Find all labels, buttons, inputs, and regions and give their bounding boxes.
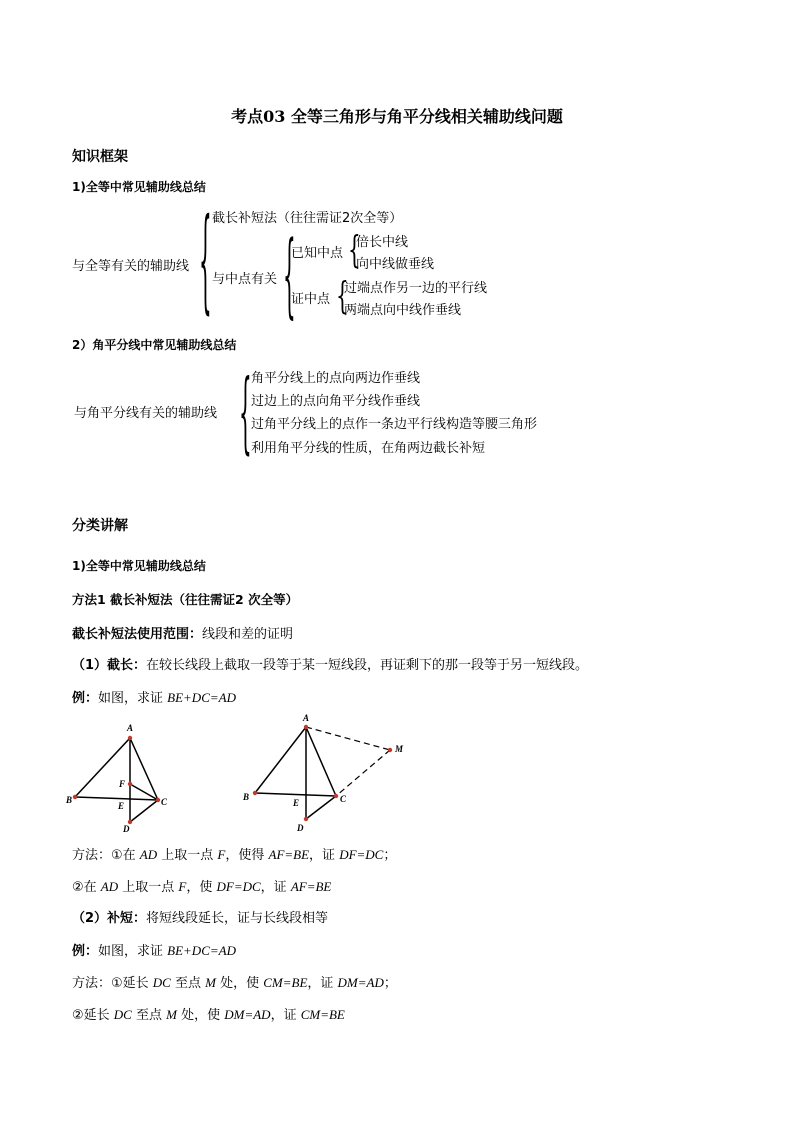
- brace-icon: {: [348, 227, 361, 272]
- section-heading-classify: 分类讲解: [72, 518, 128, 534]
- dashed-cm: [336, 750, 390, 796]
- point-b: [253, 791, 257, 795]
- point-a: [128, 736, 132, 740]
- tree1-known-b: 向中线做垂线: [356, 257, 435, 272]
- cut-line: [72, 654, 588, 673]
- method-line-b: ②在 AD 上取一点 F，使 DF=DC，证 AF=BE: [72, 879, 332, 895]
- range-text: 线段和差的证明: [202, 627, 294, 642]
- brace-icon: {: [199, 191, 212, 327]
- tree2-item-2: 过边上的点向角平分线作垂线: [251, 394, 421, 409]
- label-c: C: [161, 797, 168, 807]
- cut-text: 在较长线段上截取一段等于某一短线段，再证剩下的那一段等于另一短线段。: [146, 658, 589, 673]
- tree1-branch-cut: 截长补短法（往往需证2次全等）: [212, 211, 403, 226]
- method-line-a: 方法：①在 AD 上取一点 F，使得 AF=BE，证 DF=DC；: [72, 847, 397, 863]
- tree2-item-4: 利用角平分线的性质，在角两边截长补短: [251, 441, 486, 456]
- example2-formula: BE+DC=AD: [167, 943, 236, 958]
- segment-bc: [255, 793, 336, 796]
- framework-subheading-1: 1)全等中常见辅助线总结: [72, 180, 206, 194]
- example-text: 如图，求证: [98, 691, 168, 706]
- cut-label: （1）截长：: [72, 658, 147, 673]
- dashed-am: [306, 727, 390, 750]
- label-a: A: [127, 723, 134, 733]
- range-prefix: 截长补短法使用范围：: [72, 627, 203, 642]
- point-a: [304, 725, 308, 729]
- segment-cd: [306, 796, 336, 819]
- point-c: [334, 794, 338, 798]
- example2-label: 例：: [72, 944, 99, 959]
- page-title: 考点03 全等三角形与角平分线相关辅助线问题: [231, 107, 563, 126]
- method-line-d: ②延长 DC 至点 M 处，使 DM=AD，证 CM=BE: [72, 1007, 345, 1023]
- brace-icon: {: [283, 218, 296, 330]
- example-label: 例：: [72, 691, 99, 706]
- label-c: C: [340, 794, 347, 804]
- figure-cut-long: [65, 723, 168, 834]
- brace-icon: {: [336, 273, 349, 318]
- figure-extend-short: [242, 714, 404, 833]
- tree1-known-a: 倍长中线: [356, 235, 409, 250]
- method1-title: 方法1 截长补短法（往往需证2 次全等）: [72, 592, 299, 607]
- framework-subheading-2: 2）角平分线中常见辅助线总结: [72, 338, 237, 352]
- extend-label: （2）补短：: [72, 911, 147, 926]
- tree2-item-1: 角平分线上的点向两边作垂线: [251, 371, 421, 386]
- point-f: [128, 782, 132, 786]
- label-a: A: [303, 714, 310, 723]
- tree1-known-midpoint: 已知中点: [291, 246, 344, 261]
- tree1-prove-a: 过端点作另一边的平行线: [344, 281, 488, 296]
- classify-subheading: 1)全等中常见辅助线总结: [72, 559, 206, 573]
- point-c: [156, 798, 160, 802]
- range-line: [72, 623, 293, 642]
- section-heading-framework: 知识框架: [72, 149, 128, 165]
- label-e: E: [118, 801, 125, 811]
- label-b: B: [243, 792, 250, 802]
- brace-icon: {: [239, 358, 252, 464]
- label-d: D: [297, 823, 304, 833]
- label-b: B: [66, 795, 73, 805]
- tree2-root: 与角平分线有关的辅助线: [74, 406, 218, 421]
- tree1-root: 与全等有关的辅助线: [72, 259, 190, 274]
- segment-bc: [75, 797, 158, 800]
- method-line-c: 方法：①延长 DC 至点 M 处，使 CM=BE，证 DM=AD；: [72, 975, 397, 991]
- tree1-prove-b: 两端点向中线作垂线: [344, 303, 462, 318]
- tree1-branch-midpoint: 与中点有关: [212, 272, 278, 287]
- example-line-2: [72, 940, 236, 959]
- segment-ab: [255, 727, 306, 793]
- tree1-prove-midpoint: 证中点: [291, 292, 331, 307]
- example-formula: BE+DC=AD: [167, 690, 236, 705]
- extend-text: 将短线段延长，证与长线段相等: [146, 911, 329, 926]
- label-m: M: [395, 744, 404, 754]
- point-m: [388, 748, 392, 752]
- tree2-item-3: 过角平分线上的点作一条边平行线构造等腰三角形: [251, 417, 538, 432]
- point-b: [73, 795, 77, 799]
- label-d: D: [123, 824, 130, 834]
- geometry-figures: [60, 714, 420, 844]
- example-line-1: [72, 687, 236, 706]
- segment-ac: [306, 727, 336, 796]
- label-f: F: [119, 779, 126, 789]
- example2-text: 如图，求证: [98, 944, 168, 959]
- segment-ac: [130, 738, 158, 800]
- point-d: [304, 817, 308, 821]
- label-e: E: [293, 798, 300, 808]
- extend-line: [72, 907, 328, 926]
- segment-cd: [130, 800, 158, 822]
